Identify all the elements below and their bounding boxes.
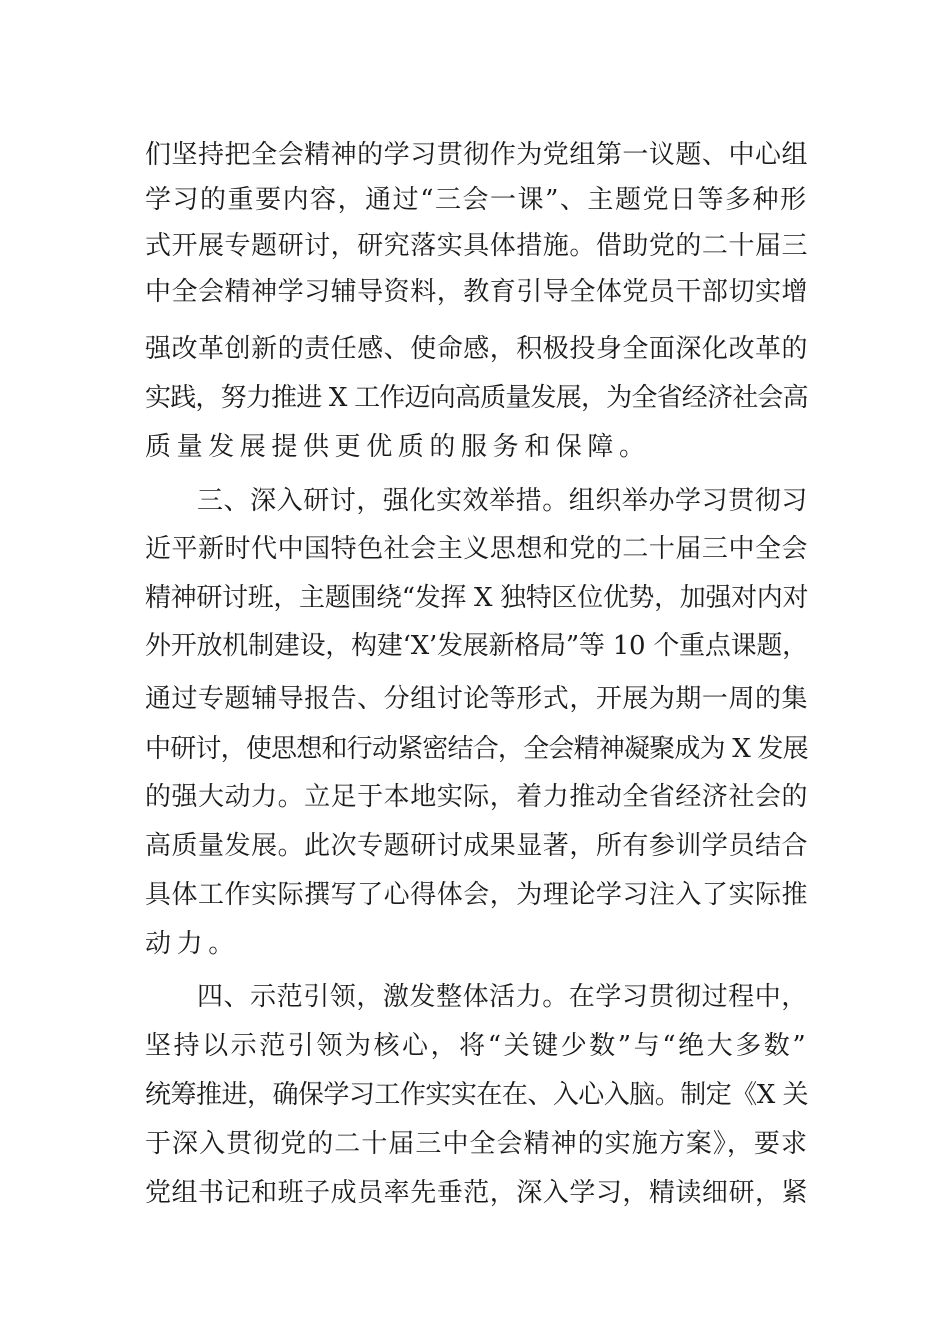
- text-line: 坚持以示范引领为核心，将“关键少数”与“绝大多数”: [145, 1031, 809, 1061]
- section-heading-line: 四、示范引领，激发整体活力。在学习贯彻过程中，: [197, 982, 808, 1012]
- text-line: 动力。: [145, 929, 240, 959]
- text-line: 于深入贯彻党的二十届三中全会精神的实施方案》，要求: [145, 1129, 809, 1159]
- text-line: 中研讨，使思想和行动紧密结合，全会精神凝聚成为 X 发展: [145, 734, 808, 764]
- section-heading-line: 三、深入研讨，强化实效举措。组织举办学习贯彻习: [197, 486, 808, 516]
- text-line: 们坚持把全会精神的学习贯彻作为党组第一议题、中心组: [145, 140, 809, 170]
- text-line: 党组书记和班子成员率先垂范，深入学习，精读细研，紧: [145, 1178, 809, 1208]
- text-line: 外开放机制建设，构建‘X’发展新格局”等 10 个重点课题，: [145, 631, 808, 661]
- text-line: 学习的重要内容，通过“三会一课”、主题党日等多种形: [145, 185, 808, 215]
- text-line: 高质量发展。此次专题研讨成果显著，所有参训学员结合: [145, 831, 809, 861]
- text-line: 具体工作实际撰写了心得体会，为理论学习注入了实际推: [145, 880, 809, 910]
- text-line: 式开展专题研讨，研究落实具体措施。借助党的二十届三: [145, 231, 809, 261]
- text-line: 中全会精神学习辅导资料，教育引导全体党员干部切实增: [145, 277, 809, 307]
- text-line: 近平新时代中国特色社会主义思想和党的二十届三中全会: [145, 534, 809, 564]
- text-line: 强改革创新的责任感、使命感，积极投身全面深化改革的: [145, 334, 809, 364]
- text-line: 通过专题辅导报告、分组讨论等形式，开展为期一周的集: [145, 684, 809, 714]
- text-line: 实践，努力推进 X 工作迈向高质量发展，为全省经济社会高: [145, 383, 808, 413]
- text-line: 质量发展提供更优质的服务和保障。: [145, 432, 651, 462]
- text-line: 精神研讨班，主题围绕“发挥 X 独特区位优势，加强对内对: [145, 583, 809, 613]
- text-line: 统筹推进，确保学习工作实实在在、入心入脑。制定《X 关: [145, 1080, 808, 1110]
- text-line: 的强大动力。立足于本地实际，着力推动全省经济社会的: [145, 782, 809, 812]
